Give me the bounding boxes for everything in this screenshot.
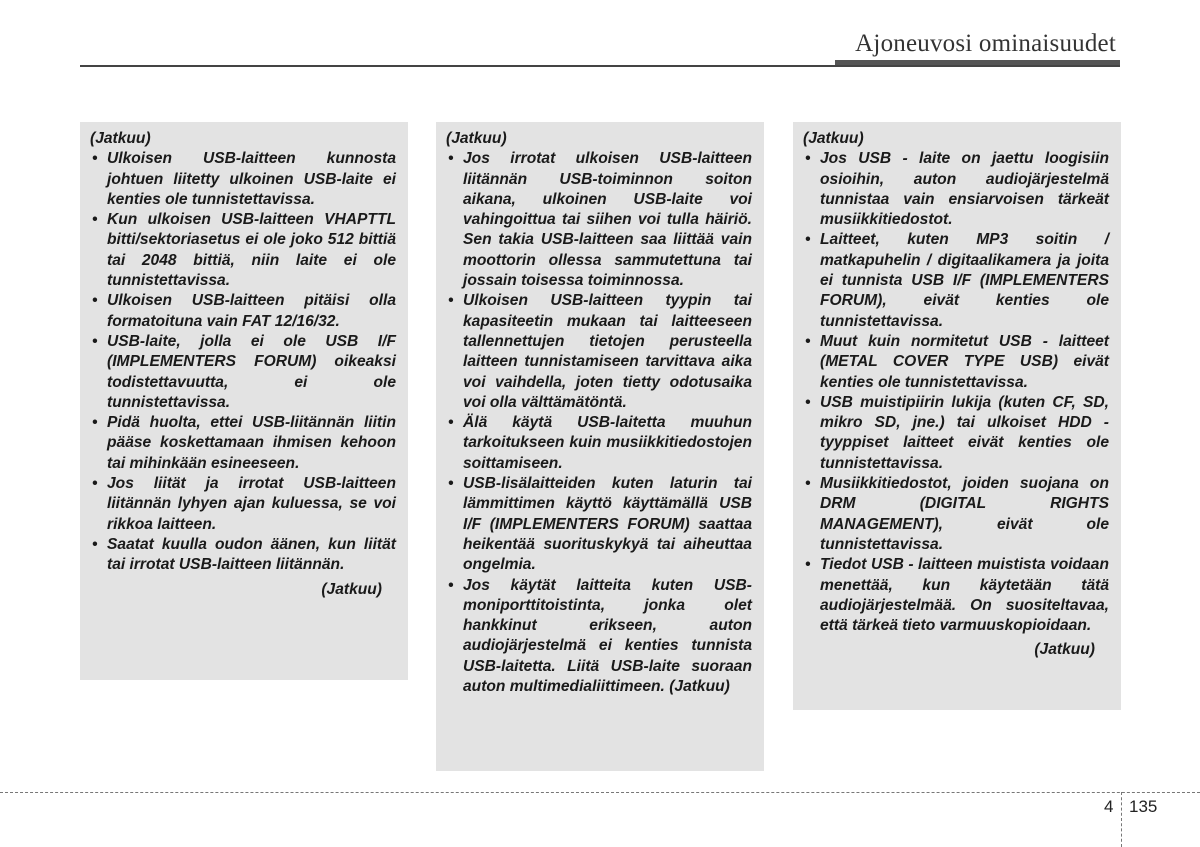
caution-box-1: [80, 122, 408, 680]
list-item: • Jos käytät laitteita kuten USB-moniporttitoistinta, jonka olet hankkinut erikseen, auton audiojärjestelmä ei kenties tunnista USB-laitetta. Liitä USB-laite suoraan auton multimedialiittimeen. (Jatkuu): [446, 576, 752, 698]
list-item: • USB-laite, jolla ei ole USB I/F (IMPLEMENTERS FORUM) oikeaksi todistettavuutta, ei ole tunnistettavissa.: [90, 332, 396, 413]
list-item: • Älä käytä USB-laitetta muuhun tarkoitukseen kuin musiikkitiedostojen soittamiseen.: [446, 413, 752, 474]
caution-box-3: [793, 122, 1121, 710]
list-item: • Ulkoisen USB-laitteen pitäisi olla formatoituna vain FAT 12/16/32.: [90, 291, 396, 332]
list-item: • Jos USB - laite on jaettu loogisiin osioihin, auton audiojärjestelmä tunnistaa vain ensiarvoisen tärkeät musiikkitiedostot.: [803, 149, 1109, 230]
list-item: • Musiikkitiedostot, joiden suojana on DRM (DIGITAL RIGHTS MANAGEMENT), eivät ole tunnistettavissa.: [803, 474, 1109, 555]
page-number: 135: [1129, 797, 1158, 816]
bullet-list: [446, 149, 752, 697]
list-item: • Pidä huolta, ettei USB-liitännän liitin pääse koskettamaan ihmisen kehoon tai mihinkään esineeseen.: [90, 413, 396, 474]
header-rule: [80, 65, 1120, 67]
continued-label-end: (Jatkuu): [321, 580, 382, 598]
footer-rule: [0, 792, 1200, 793]
section-title: Ajoneuvosi ominaisuudet: [855, 30, 1116, 57]
continued-label: (Jatkuu): [803, 130, 864, 147]
chapter-number: 4: [1104, 797, 1114, 816]
list-item: • Muut kuin normitetut USB - laitteet (METAL COVER TYPE USB) eivät kenties ole tunnistettavissa.: [803, 332, 1109, 393]
continued-label: (Jatkuu): [90, 130, 151, 147]
bullet-list: [803, 149, 1109, 636]
list-item: • Laitteet, kuten MP3 soitin / matkapuhelin / digitaalikamera ja joita ei tunnista USB I/F (IMPLEMENTERS FORUM), eivät kenties ole tunnistettavissa.: [803, 230, 1109, 331]
page-number-divider: [1121, 792, 1122, 847]
continued-label-end: (Jatkuu): [1034, 641, 1095, 659]
list-item: • Ulkoisen USB-laitteen tyypin tai kapasiteetin mukaan tai laitteeseen tallennettujen tietojen perusteella laitteen tunnistamiseen tarvittava aika voi vaihdella, joten tietty odotusaika voi olla välttämätöntä.: [446, 291, 752, 413]
list-item: • Ulkoisen USB-laitteen kunnosta johtuen liitetty ulkoinen USB-laite ei kenties ole tunnistettavissa.: [90, 149, 396, 210]
list-item: • USB muistipiirin lukija (kuten CF, SD, mikro SD, jne.) tai ulkoiset HDD - tyyppiset laitteet eivät kenties ole tunnistettavissa.: [803, 393, 1109, 474]
caution-box-2: [436, 122, 764, 771]
bullet-list: [90, 149, 396, 575]
list-item: • Saatat kuulla oudon äänen, kun liität tai irrotat USB-laitteen liitännän.: [90, 535, 396, 576]
list-item: • Kun ulkoisen USB-laitteen VHAPTTL bitti/sektoriasetus ei ole joko 512 bittiä tai 2048 bittiä, niin laite ei ole tunnistettavissa.: [90, 210, 396, 291]
list-item: • Jos irrotat ulkoisen USB-laitteen liitännän USB-toiminnon soiton aikana, ulkoinen USB-laite voi vahingoittua tai siihen voi tulla häiriö. Sen takia USB-laitteen saa liittää vain moottorin ollessa sammutettuna tai jossain toisessa toiminnossa.: [446, 149, 752, 291]
continued-label: (Jatkuu): [446, 130, 507, 147]
list-item: • Jos liität ja irrotat USB-laitteen liitännän lyhyen ajan kuluessa, se voi rikkoa laitteen.: [90, 474, 396, 535]
list-item: • Tiedot USB - laitteen muistista voidaan menettää, kun käytetään tätä audiojärjestelmää. On suositeltavaa, että tärkeä tieto varmuuskopioidaan.: [803, 555, 1109, 636]
list-item: • USB-lisälaitteiden kuten laturin tai lämmittimen käyttö käyttämällä USB I/F (IMPLEMENTERS FORUM) saattaa heikentää suorituskykyä tai aiheuttaa ongelmia.: [446, 474, 752, 575]
